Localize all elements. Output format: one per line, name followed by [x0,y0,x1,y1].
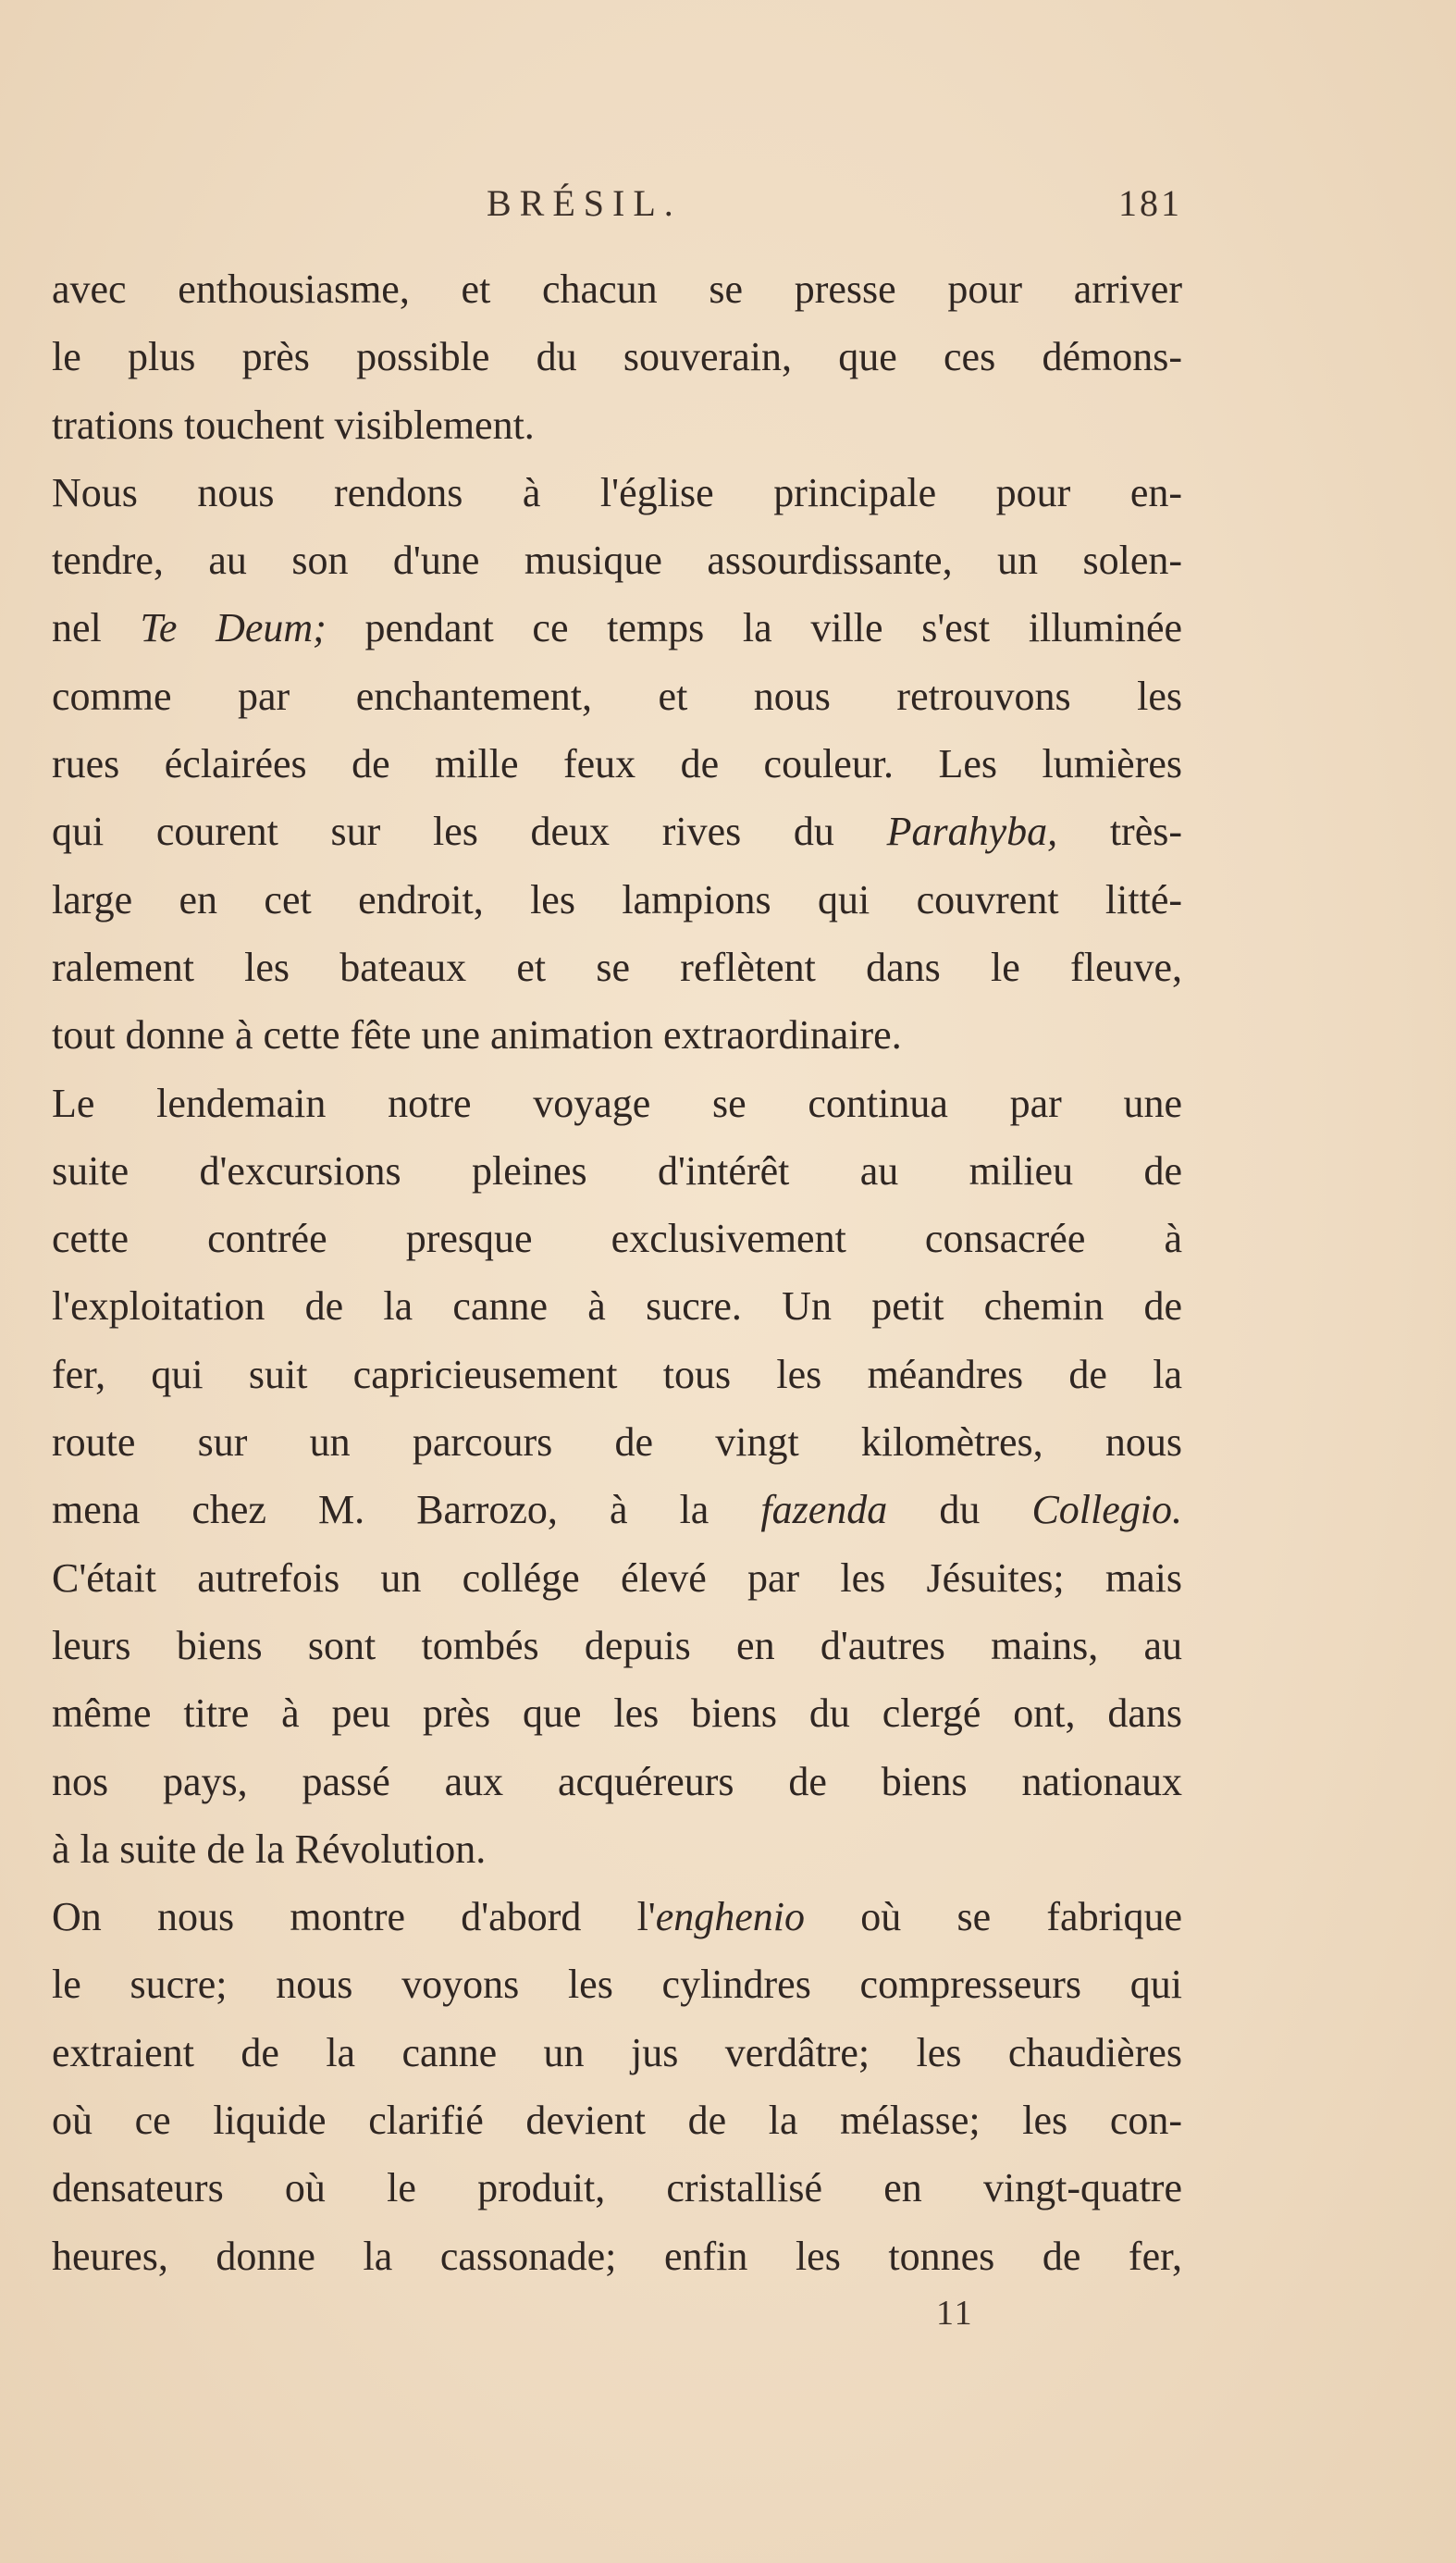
text-run: fer, qui suit capricieusement tous les méandres de la [52,1351,1182,1397]
italic-text: Te Deum; [140,605,327,651]
text-run: pendant ce temps la ville s'est illuminée [326,605,1182,651]
text-run: Le lendemain notre voyage se continua par une [52,1080,1182,1126]
text-run: du [887,1487,1032,1533]
text-line [52,1205,1182,1272]
text-line [52,1748,1182,1815]
text-run: extraient de la canne un jus verdâtre; les chaudières [52,2029,1182,2075]
text-run: avec enthousiasme, et chacun se presse pour arriver [52,266,1182,312]
text-line [52,1001,1182,1069]
text-line [52,1070,1182,1137]
text-run: C'était autrefois un collége élevé par les Jésuites; mais [52,1554,1182,1601]
text-run: On nous montre d'abord l' [52,1894,656,1940]
text-run: même titre à peu près que les biens du clergé ont, dans [52,1690,1182,1737]
text-line [52,391,1182,459]
running-title: BRÉSIL. [487,182,682,224]
text-run: tendre, au son d'une musique assourdissante, un solen- [52,538,1182,584]
body-text [52,255,1182,2290]
text-run: qui courent sur les deux rives du [52,809,887,855]
text-line [52,866,1182,934]
text-run: Nous nous rendons à l'église principale pour en- [52,469,1182,515]
text-run: très- [1057,809,1182,855]
italic-text: fazenda [760,1487,888,1533]
text-run: à la suite de la Révolution. [52,1826,487,1872]
text-run: suite d'excursions pleines d'intérêt au milieu de [52,1147,1182,1194]
text-run: tout donne à cette fête une animation extraordinaire. [52,1012,902,1059]
text-line [52,1137,1182,1205]
text-line [52,2019,1182,2086]
text-run: le plus près possible du souverain, que ces démons- [52,334,1182,380]
text-run: leurs biens sont tombés depuis en d'autres mains, au [52,1622,1182,1668]
signature-mark: 11 [936,2294,974,2333]
text-line [52,798,1182,865]
text-run: trations touchent visiblement. [52,402,535,448]
page-number: 181 [1118,182,1182,224]
text-run: où ce liquide clarifié devient de la mélasse; les con- [52,2098,1182,2144]
text-run: rues éclairées de mille feux de couleur. Les lumières [52,741,1182,787]
text-line [52,1950,1182,2018]
text-line [52,1408,1182,1476]
text-run: densateurs où le produit, cristallisé en vingt-quatre [52,2165,1182,2211]
text-line [52,2086,1182,2154]
text-line [52,323,1182,390]
text-run: route sur un parcours de vingt kilomètres, nous [52,1419,1182,1466]
text-line [52,1476,1182,1543]
text-run: nos pays, passé aux acquéreurs de biens nationaux [52,1758,1182,1804]
text-line [52,459,1182,526]
italic-text: enghenio [655,1894,806,1940]
text-line [52,2223,1182,2290]
text-line [52,730,1182,798]
text-line [52,1883,1182,1950]
text-line [52,662,1182,730]
text-line [52,1272,1182,1340]
text-run: nel [52,605,141,651]
text-run: le sucre; nous voyons les cylindres compresseurs qui [52,1962,1182,2008]
text-run: ralement les bateaux et se reflètent dans le fleuve, [52,944,1182,990]
text-line [52,2154,1182,2222]
text-line [52,1679,1182,1747]
text-run: cette contrée presque exclusivement consacrée à [52,1216,1182,1262]
text-run: large en cet endroit, les lampions qui couvrent litté- [52,876,1182,922]
italic-text: Collegio. [1031,1487,1182,1533]
text-run: heures, donne la cassonade; enfin les tonnes de fer, [52,2233,1182,2279]
page-header [52,181,1182,237]
text-line [52,1815,1182,1883]
text-line [52,594,1182,662]
italic-text: Parahyba, [886,809,1058,855]
text-line [52,255,1182,323]
text-line [52,1612,1182,1679]
text-run: l'exploitation de la canne à sucre. Un petit chemin de [52,1283,1182,1330]
text-run: comme par enchantement, et nous retrouvons les [52,673,1182,719]
text-line [52,1341,1182,1408]
text-run: mena chez M. Barrozo, à la [52,1487,761,1533]
text-line [52,526,1182,594]
text-run: où se fabrique [805,1894,1182,1940]
text-line [52,1544,1182,1612]
text-line [52,934,1182,1001]
